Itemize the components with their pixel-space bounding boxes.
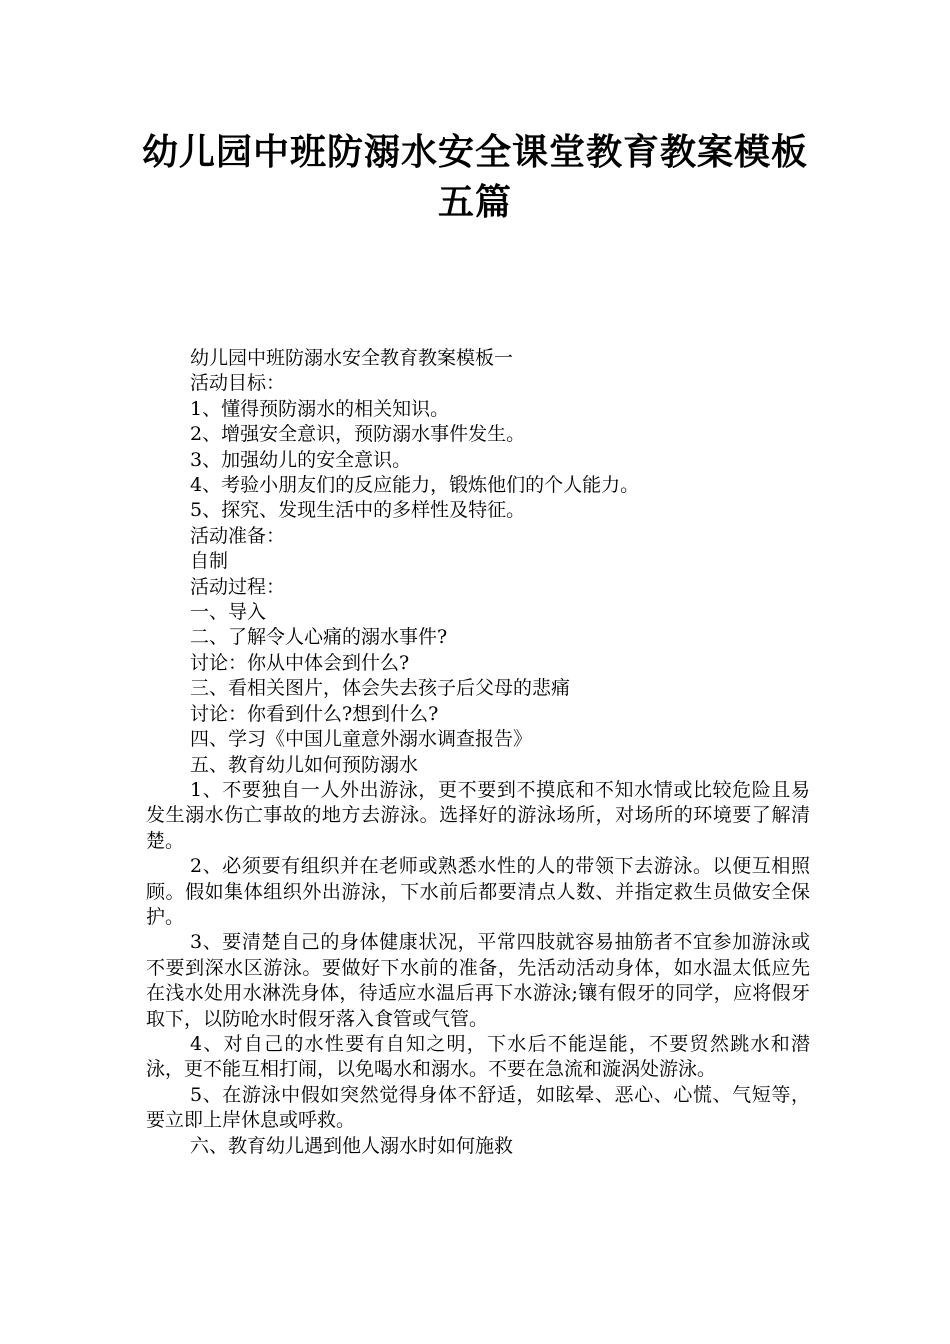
process-step: 讨论：你看到什么?想到什么?	[190, 702, 439, 725]
process-step: 二、了解令人心痛的溺水事件?	[190, 626, 448, 649]
safety-rule-paragraph: 2、必须要有组织并在老师或熟悉水性的人的带领下去游泳。以便互相照顾。假如集体组织外出游泳，下水前后都要清点人数、并指定救生员做安全保护。	[146, 855, 810, 928]
process-heading: 活动过程：	[190, 575, 286, 598]
preparation-heading: 活动准备：	[190, 524, 286, 547]
document-body	[146, 346, 810, 1159]
safety-rule-paragraph: 5、在游泳中假如突然觉得身体不舒适，如眩晕、恶心、心慌、气短等，要立即上岸休息或呼救。	[146, 1083, 810, 1132]
goal-item: 1、懂得预防溺水的相关知识。	[190, 397, 450, 420]
process-step: 三、看相关图片，体会失去孩子后父母的悲痛	[190, 677, 571, 700]
preparation-content: 自制	[190, 550, 229, 573]
goals-heading: 活动目标：	[190, 372, 286, 395]
process-step: 五、教育幼儿如何预防溺水	[190, 753, 419, 776]
process-final-step: 六、教育幼儿遇到他人溺水时如何施救	[190, 1134, 514, 1157]
section-heading: 幼儿园中班防溺水安全教育教案模板一	[190, 347, 514, 369]
safety-rule-paragraph: 3、要清楚自己的身体健康状况，平常四肢就容易抽筋者不宜参加游泳或不要到深水区游泳。要做好下水前的准备，先活动活动身体，如水温太低应先在浅水处用水淋洗身体，待适应水温后再下水游泳;镶有假牙的同学，应将假牙取下，以防呛水时假牙落入食管或气管。	[146, 931, 810, 1030]
process-step: 讨论：你从中体会到什么?	[190, 651, 410, 674]
goal-item: 5、探究、发现生活中的多样性及特征。	[190, 499, 526, 522]
process-step: 四、学习《中国儿童意外溺水调查报告》	[190, 728, 533, 751]
goal-item: 2、增强安全意识，预防溺水事件发生。	[190, 423, 526, 446]
process-step: 一、导入	[190, 601, 267, 624]
document-title: 幼儿园中班防溺水安全课堂教育教案模板五篇	[141, 132, 808, 223]
goal-item: 4、考验小朋友们的反应能力，锻炼他们的个人能力。	[190, 474, 640, 497]
goal-item: 3、加强幼儿的安全意识。	[190, 448, 412, 471]
safety-rule-paragraph: 4、对自己的水性要有自知之明，下水后不能逞能，不要贸然跳水和潜泳，更不能互相打闹，以免喝水和溺水。不要在急流和漩涡处游泳。	[146, 1032, 810, 1081]
safety-rule-paragraph: 1、不要独自一人外出游泳，更不要到不摸底和不知水情或比较危险且易发生溺水伤亡事故的地方去游泳。选择好的游泳场所，对场所的环境要了解清楚。	[146, 778, 810, 852]
